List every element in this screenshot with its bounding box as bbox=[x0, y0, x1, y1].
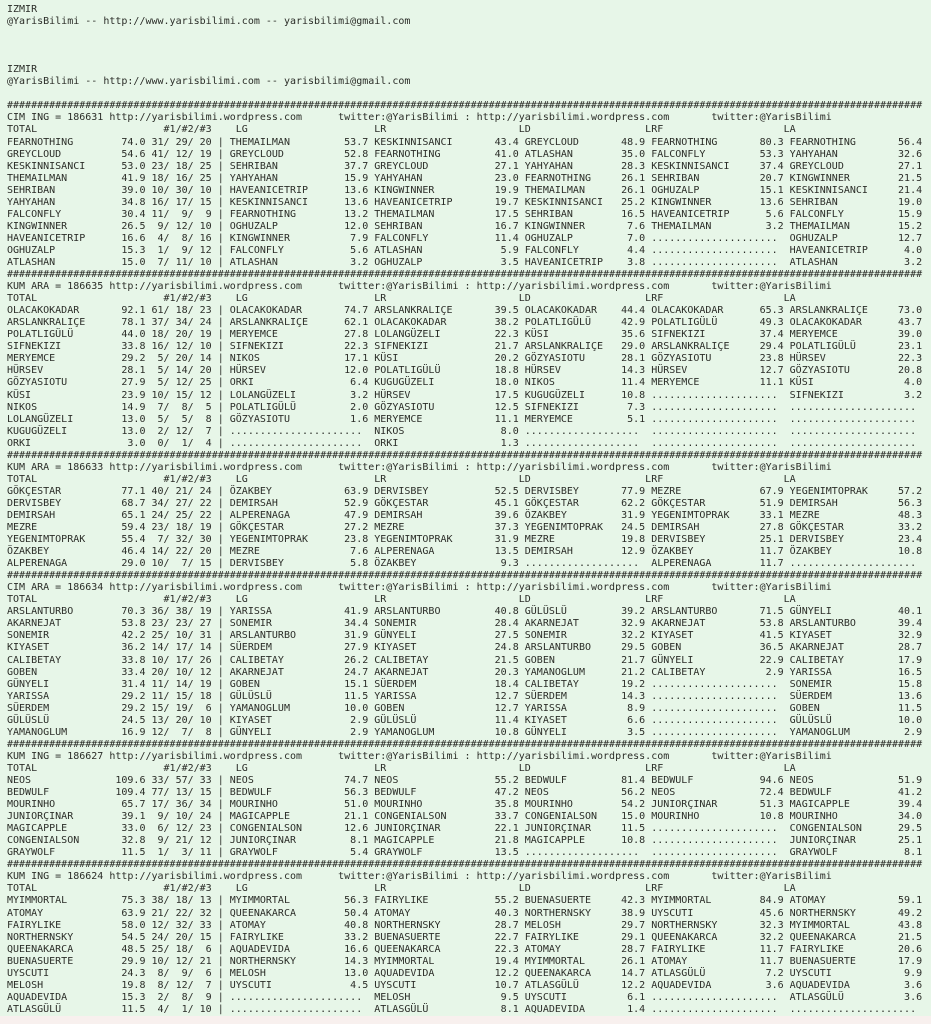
horse-row: MELOSH 19.8 8/ 12/ 7 | UYSCUTI 4.5 UYSCUTI 10.7 ATLASGÜLÜ 12.2 AQUADEVIDA 3.6 AQUADEVIDA 3.6 bbox=[7, 979, 923, 991]
horse-row: ALPERENAGA 29.0 10/ 7/ 15 | DERVISBEY 5.8 ÖZAKBEY 9.3 ................... ALPERENAGA 11.7 ..................... bbox=[7, 558, 923, 570]
column-header-line: TOTAL #1/#2/#3 LG LR LD LRF LA bbox=[7, 293, 796, 305]
horse-row: ATLASGÜLÜ 11.5 4/ 1/ 10 | ...................... ATLASGÜLÜ 8.1 AQUADEVIDA 1.4 ..................... ..................... bbox=[7, 1003, 923, 1015]
horse-row: GÜNYELI 31.4 11/ 14/ 19 | GOBEN 15.1 SÜERDEM 18.4 CALIBETAY 19.2 ..................... SONEMIR 15.8 bbox=[7, 678, 923, 690]
horse-row: ÖZAKBEY 46.4 14/ 22/ 20 | MEZRE 7.6 ALPERENAGA 13.5 DEMIRSAH 12.9 ÖZAKBEY 11.7 ÖZAKBEY 10.8 bbox=[7, 546, 923, 558]
horse-row: DERVISBEY 68.7 34/ 27/ 22 | DEMIRSAH 52.9 GÖKÇESTAR 45.1 GÖKÇESTAR 62.2 GÖKÇESTAR 51.9 DEMIRSAH 56.3 bbox=[7, 497, 923, 509]
horse-row: QUEENAKARCA 48.5 25/ 18/ 6 | AQUADEVIDA 16.6 QUEENAKARCA 22.3 ATOMAY 28.7 FAIRYLIKE 11.7 FAIRYLIKE 20.6 bbox=[7, 943, 923, 955]
horse-row: SIFNEKIZI 33.8 16/ 12/ 10 | SIFNEKIZI 22.3 SIFNEKIZI 21.7 ARSLANKRALIÇE 29.0 ARSLANKRALIÇE 29.4 POLATLIGÜLÜ 23.1 bbox=[7, 341, 923, 353]
horse-row: ARSLANTURBO 70.3 36/ 38/ 19 | YARISSA 41.9 ARSLANTURBO 40.8 GÜLÜSLÜ 39.2 ARSLANTURBO 71.5 GÜNYELI 40.1 bbox=[7, 606, 923, 618]
masthead-city: IZMIR bbox=[7, 4, 38, 15]
horse-row: ATOMAY 63.9 21/ 22/ 32 | QUEENAKARCA 50.4 ATOMAY 40.3 NORTHERNSKY 38.9 UYSCUTI 45.6 NORTHERNSKY 49.2 bbox=[7, 907, 923, 919]
horse-row: JUNIORÇINAR 39.1 9/ 10/ 24 | MAGICAPPLE 21.1 CONGENIALSON 33.7 CONGENIALSON 15.0 MOURINHO 10.8 MOURINHO 34.0 bbox=[7, 811, 923, 823]
horse-row: MYIMMORTAL 75.3 38/ 18/ 13 | MYIMMORTAL 56.3 FAIRYLIKE 55.2 BUENASUERTE 42.3 MYIMMORTAL 84.9 ATOMAY 59.1 bbox=[7, 895, 923, 907]
horse-row: OGHUZALP 15.3 1/ 9/ 12 | FALCONFLY 5.6 ATLASHAN 5.9 FALCONFLY 4.4 ..................... HAVEANICETRIP 4.0 bbox=[7, 244, 923, 256]
horse-row: DEMIRSAH 65.1 24/ 25/ 22 | ALPERENAGA 47.9 DEMIRSAH 39.6 ÖZAKBEY 31.9 YEGENIMTOPRAK 33.1 MEZRE 48.3 bbox=[7, 509, 923, 521]
horse-row: SEHRIBAN 39.0 10/ 30/ 10 | HAVEANICETRIP 13.6 KINGWINNER 19.9 THEMAILMAN 26.1 OGHUZALP 15.1 KESKINNISANCI 21.4 bbox=[7, 184, 923, 196]
section-title-line: KUM ING = 186627 http://yarisbilimi.wordpress.com twitter:@YarisBilimi : http://yarisbilimi.wordpress.com twitter:@YarisBilimi bbox=[7, 750, 832, 762]
column-header-line: TOTAL #1/#2/#3 LG LR LD LRF LA bbox=[7, 762, 796, 774]
horse-row: GOBEN 33.4 20/ 10/ 12 | AKARNEJAT 24.7 AKARNEJAT 20.3 YAMANOGLUM 21.2 CALIBETAY 2.9 YARISSA 16.5 bbox=[7, 666, 923, 678]
horse-row: AQUADEVIDA 15.3 2/ 8/ 9 | ...................... MELOSH 9.5 UYSCUTI 6.1 ..................... ATLASGÜLÜ 3.6 bbox=[7, 991, 923, 1003]
section-separator: ######################################################################################################################################################## bbox=[7, 449, 923, 461]
horse-row: SONEMIR 42.2 25/ 10/ 31 | ARSLANTURBO 31.9 GÜNYELI 27.5 SONEMIR 32.2 KIYASET 41.5 KIYASET 32.9 bbox=[7, 630, 923, 642]
horse-row: KIYASET 36.2 14/ 17/ 14 | SÜERDEM 27.9 KIYASET 24.8 ARSLANTURBO 29.5 GOBEN 36.5 AKARNEJAT 28.7 bbox=[7, 642, 923, 654]
masthead-contact: @YarisBilimi -- http://www.yarisbilimi.com -- yarisbilimi@gmail.com bbox=[7, 16, 411, 28]
horse-row: NORTHERNSKY 54.5 24/ 20/ 15 | FAIRYLIKE 33.2 BUENASUERTE 22.7 FAIRYLIKE 29.1 QUEENAKARCA 32.2 QUEENAKARCA 21.5 bbox=[7, 931, 923, 943]
column-header-line: TOTAL #1/#2/#3 LG LR LD LRF LA bbox=[7, 124, 796, 136]
horse-row: AKARNEJAT 53.8 23/ 23/ 27 | SONEMIR 34.4 SONEMIR 28.4 AKARNEJAT 32.9 AKARNEJAT 53.8 ARSLANTURBO 39.4 bbox=[7, 618, 923, 630]
horse-row: BUENASUERTE 29.9 10/ 12/ 21 | NORTHERNSKY 14.3 MYIMMORTAL 19.4 MYIMMORTAL 26.1 ATOMAY 11.7 BUENASUERTE 17.9 bbox=[7, 955, 923, 967]
horse-row: CALIBETAY 33.8 10/ 17/ 26 | CALIBETAY 26.2 CALIBETAY 21.5 GOBEN 21.7 GÜNYELI 22.9 CALIBETAY 17.9 bbox=[7, 654, 923, 666]
section-title-line: KUM ARA = 186635 http://yarisbilimi.wordpress.com twitter:@YarisBilimi : http://yarisbilimi.wordpress.com twitter:@YarisBilimi bbox=[7, 281, 832, 293]
horse-row: MEZRE 59.4 23/ 18/ 19 | GÖKÇESTAR 27.2 MEZRE 37.3 YEGENIMTOPRAK 24.5 DEMIRSAH 27.8 GÖKÇESTAR 33.2 bbox=[7, 522, 923, 534]
horse-row: POLATLIGÜLÜ 44.0 18/ 20/ 19 | MERYEMCE 27.8 LOLANGÜZELI 22.3 KÜSI 35.6 SIFNEKIZI 37.4 MERYEMCE 39.0 bbox=[7, 329, 923, 341]
horse-row: HÜRSEV 28.1 5/ 14/ 20 | HÜRSEV 12.0 POLATLIGÜLÜ 18.8 HÜRSEV 14.3 HÜRSEV 12.7 GÖZYASIOTU 20.8 bbox=[7, 365, 923, 377]
horse-row: KUGUGÜZELI 13.0 2/ 12/ 7 | ...................... NIKOS 8.0 ................... ..................... ..................... bbox=[7, 425, 923, 437]
horse-row: GRAYWOLF 11.5 1/ 3/ 11 | GRAYWOLF 5.4 GRAYWOLF 13.5 ................... ..................... GRAYWOLF 8.1 bbox=[7, 847, 923, 859]
race-sections bbox=[7, 100, 922, 1015]
horse-row: MAGICAPPLE 33.0 6/ 12/ 23 | CONGENIALSON 12.6 JUNIORÇINAR 22.1 JUNIORÇINAR 11.5 ..................... CONGENIALSON 29.5 bbox=[7, 823, 923, 835]
section-title-line: CIM ING = 186631 http://yarisbilimi.wordpress.com twitter:@YarisBilimi : http://yarisbilimi.wordpress.com twitter:@YarisBilimi bbox=[7, 112, 832, 124]
horse-row: BEDWULF 109.4 77/ 13/ 15 | BEDWULF 56.3 BEDWULF 47.2 NEOS 56.2 NEOS 72.4 BEDWULF 41.2 bbox=[7, 787, 923, 799]
horse-row: CONGENIALSON 32.8 9/ 21/ 12 | JUNIORÇINAR 8.1 MAGICAPPLE 21.8 MAGICAPPLE 10.8 ..................... JUNIORÇINAR 25.1 bbox=[7, 835, 923, 847]
section-separator: ######################################################################################################################################################## bbox=[7, 269, 923, 281]
horse-row: THEMAILMAN 41.9 18/ 16/ 25 | YAHYAHAN 15.9 YAHYAHAN 23.0 FEARNOTHING 26.1 SEHRIBAN 20.7 KINGWINNER 21.5 bbox=[7, 172, 923, 184]
horse-row: LOLANGÜZELI 13.0 5/ 5/ 8 | GÖZYASIOTU 1.6 MERYEMCE 11.1 MERYEMCE 5.1 ..................... ..................... bbox=[7, 413, 923, 425]
horse-row: KINGWINNER 26.5 9/ 12/ 10 | OGHUZALP 12.0 SEHRIBAN 16.7 KINGWINNER 7.6 THEMAILMAN 3.2 THEMAILMAN 15.2 bbox=[7, 220, 923, 232]
horse-row: GÜLÜSLÜ 24.5 13/ 20/ 10 | KIYASET 2.9 GÜLÜSLÜ 11.4 KIYASET 6.6 ..................... GÜLÜSLÜ 10.0 bbox=[7, 714, 923, 726]
horse-row: ARSLANKRALIÇE 78.1 37/ 34/ 24 | ARSLANKRALIÇE 62.1 OLACAKOKADAR 38.2 POLATLIGÜLÜ 42.9 POLATLIGÜLÜ 49.3 OLACAKOKADAR 43.7 bbox=[7, 317, 923, 329]
column-header-line: TOTAL #1/#2/#3 LG LR LD LRF LA bbox=[7, 883, 796, 895]
horse-row: YAMANOGLUM 16.9 12/ 7/ 8 | GÜNYELI 2.9 YAMANOGLUM 10.8 GÜNYELI 3.5 ..................... YAMANOGLUM 2.9 bbox=[7, 726, 923, 738]
masthead-contact-repeat: @YarisBilimi -- http://www.yarisbilimi.com -- yarisbilimi@gmail.com bbox=[7, 76, 411, 88]
horse-row: KESKINNISANCI 53.0 23/ 18/ 25 | SEHRIBAN 37.7 GREYCLOUD 27.1 YAHYAHAN 28.3 KESKINNISANCI 37.4 GREYCLOUD 27.1 bbox=[7, 160, 923, 172]
horse-row: OLACAKOKADAR 92.1 61/ 18/ 23 | OLACAKOKADAR 74.7 ARSLANKRALIÇE 39.5 OLACAKOKADAR 44.4 OLACAKOKADAR 65.3 ARSLANKRALIÇE 73.0 bbox=[7, 305, 923, 317]
horse-row: YARISSA 29.2 11/ 15/ 18 | GÜLÜSLÜ 11.5 YARISSA 12.7 SÜERDEM 14.3 ..................... SÜERDEM 13.6 bbox=[7, 690, 923, 702]
horse-row: GÖKÇESTAR 77.1 40/ 21/ 24 | ÖZAKBEY 63.9 DERVISBEY 52.5 DERVISBEY 77.9 MEZRE 67.9 YEGENIMTOPRAK 57.2 bbox=[7, 485, 923, 497]
masthead-city-repeat: IZMIR bbox=[7, 64, 38, 76]
section-separator: ######################################################################################################################################################## bbox=[7, 859, 923, 871]
horse-row: YAHYAHAN 34.8 16/ 17/ 15 | KESKINNISANCI 13.6 HAVEANICETRIP 19.7 KESKINNISANCI 25.2 KINGWINNER 13.6 SEHRIBAN 19.0 bbox=[7, 196, 923, 208]
horse-row: ATLASHAN 15.0 7/ 11/ 10 | ATLASHAN 3.2 OGHUZALP 3.5 HAVEANICETRIP 3.8 ..................... ATLASHAN 3.2 bbox=[7, 256, 923, 268]
horse-row: HAVEANICETRIP 16.6 4/ 8/ 16 | KINGWINNER 7.9 FALCONFLY 11.4 OGHUZALP 7.0 ..................... OGHUZALP 12.7 bbox=[7, 232, 923, 244]
horse-row: FALCONFLY 30.4 11/ 9/ 9 | FEARNOTHING 13.2 THEMAILMAN 17.5 SEHRIBAN 16.5 HAVEANICETRIP 5.6 FALCONFLY 15.9 bbox=[7, 208, 923, 220]
horse-row: MOURINHO 65.7 17/ 36/ 34 | MOURINHO 51.0 MOURINHO 35.8 MOURINHO 54.2 JUNIORÇINAR 51.3 MAGICAPPLE 39.4 bbox=[7, 799, 923, 811]
horse-row: SÜERDEM 29.2 15/ 19/ 6 | YAMANOGLUM 10.0 GOBEN 12.7 YARISSA 8.9 ..................... GOBEN 11.5 bbox=[7, 702, 923, 714]
section-title-line: KUM ING = 186624 http://yarisbilimi.wordpress.com twitter:@YarisBilimi : http://yarisbilimi.wordpress.com twitter:@YarisBilimi bbox=[7, 871, 832, 883]
section-separator: ######################################################################################################################################################## bbox=[7, 570, 923, 582]
section-separator: ######################################################################################################################################################## bbox=[7, 100, 923, 112]
horse-row: FEARNOTHING 74.0 31/ 29/ 20 | THEMAILMAN 53.7 KESKINNISANCI 43.4 GREYCLOUD 48.9 FEARNOTHING 80.3 FEARNOTHING 56.4 bbox=[7, 136, 923, 148]
column-header-line: TOTAL #1/#2/#3 LG LR LD LRF LA bbox=[7, 473, 796, 485]
horse-row: GREYCLOUD 54.6 41/ 12/ 19 | GREYCLOUD 52.8 FEARNOTHING 41.0 ATLASHAN 35.0 FALCONFLY 53.3 YAHYAHAN 32.6 bbox=[7, 148, 923, 160]
horse-row: MERYEMCE 29.2 5/ 20/ 14 | NIKOS 17.1 KÜSI 20.2 GÖZYASIOTU 28.1 GÖZYASIOTU 23.8 HÜRSEV 22.3 bbox=[7, 353, 923, 365]
horse-row: NEOS 109.6 33/ 57/ 33 | NEOS 74.7 NEOS 55.2 BEDWULF 81.4 BEDWULF 94.6 NEOS 51.9 bbox=[7, 775, 923, 786]
horse-row: FAIRYLIKE 58.0 12/ 32/ 33 | ATOMAY 40.8 NORTHERNSKY 28.7 MELOSH 29.7 NORTHERNSKY 32.3 MYIMMORTAL 43.8 bbox=[7, 919, 923, 931]
horse-row: ORKI 3.0 0/ 1/ 4 | ...................... ORKI 1.3 ................... ..................... ..................... bbox=[7, 437, 923, 449]
window-bottom-edge bbox=[0, 1016, 931, 1024]
horse-row: NIKOS 14.9 7/ 8/ 5 | POLATLIGÜLÜ 2.0 GÖZYASIOTU 12.5 SIFNEKIZI 7.3 ..................... ..................... bbox=[7, 401, 923, 413]
column-header-line: TOTAL #1/#2/#3 LG LR LD LRF LA bbox=[7, 594, 796, 606]
horse-row: UYSCUTI 24.3 8/ 9/ 6 | MELOSH 13.0 AQUADEVIDA 12.2 QUEENAKARCA 14.7 ATLASGÜLÜ 7.2 UYSCUTI 9.9 bbox=[7, 967, 923, 979]
horse-row: GÖZYASIOTU 27.9 5/ 12/ 25 | ORKI 6.4 KUGUGÜZELI 18.0 NIKOS 11.4 MERYEMCE 11.1 KÜSI 4.0 bbox=[7, 377, 923, 389]
horse-row: KÜSI 23.9 10/ 15/ 12 | LOLANGÜZELI 3.2 HÜRSEV 17.5 KUGUGÜZELI 10.8 ..................... SIFNEKIZI 3.2 bbox=[7, 389, 923, 401]
section-title-line: KUM ARA = 186633 http://yarisbilimi.wordpress.com twitter:@YarisBilimi : http://yarisbilimi.wordpress.com twitter:@YarisBilimi bbox=[7, 461, 832, 473]
section-separator: ######################################################################################################################################################## bbox=[7, 738, 923, 750]
horse-row: YEGENIMTOPRAK 55.4 7/ 32/ 30 | YEGENIMTOPRAK 23.8 YEGENIMTOPRAK 31.9 MEZRE 19.8 DERVISBEY 25.1 DERVISBEY 23.4 bbox=[7, 534, 923, 546]
section-title-line: CIM ARA = 186634 http://yarisbilimi.wordpress.com twitter:@YarisBilimi : http://yarisbilimi.wordpress.com twitter:@YarisBilimi bbox=[7, 582, 832, 594]
